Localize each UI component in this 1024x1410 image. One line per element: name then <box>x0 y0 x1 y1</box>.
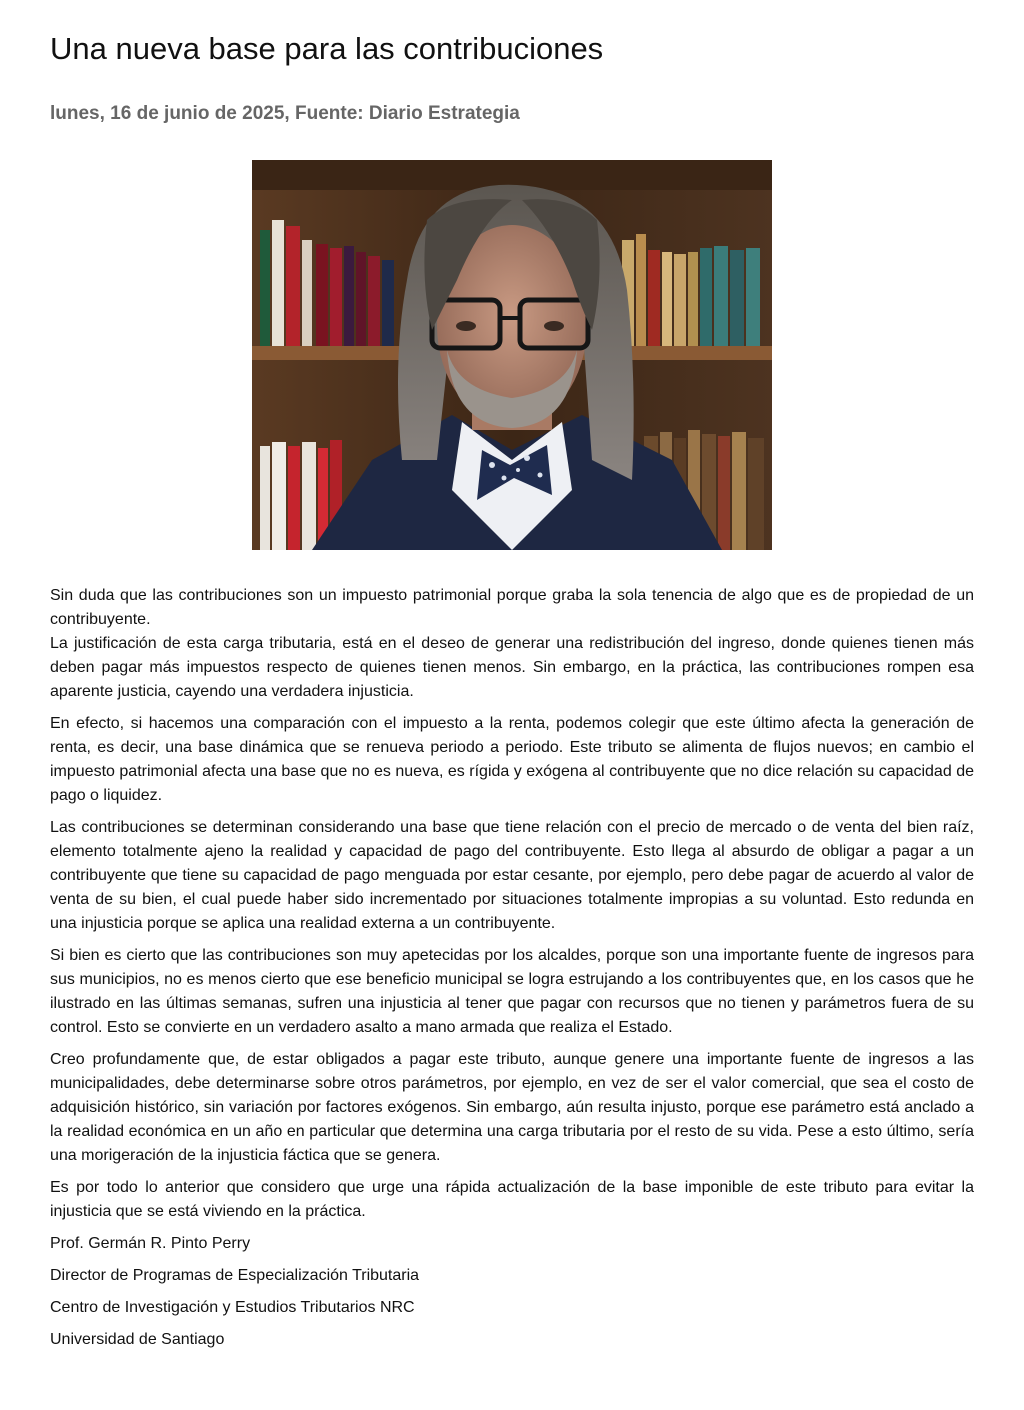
paragraph: Sin duda que las contribuciones son un impuesto patrimonial porque graba la sola tenencia de algo que es de propiedad de un contribuyente. <box>50 587 974 628</box>
paragraph: La justificación de esta carga tributaria, está en el deseo de generar una redistribución del ingreso, donde quienes tienen más deben pagar más impuestos respecto de quienes tienen menos. Sin embargo, en la práctica, las contribuciones rompen esa aparente justicia, cayendo una verdadera injusticia. <box>50 635 974 700</box>
signature-university: Universidad de Santiago <box>50 1331 225 1348</box>
author-photo <box>252 160 772 550</box>
signature-title: Director de Programas de Especialización Tributaria <box>50 1267 420 1284</box>
paragraph: Creo profundamente que, de estar obligados a pagar este tributo, aunque genere una importante fuente de ingresos a las municipalidades, debe determinarse sobre otros parámetros, por ejemplo, en vez de ser el valor comercial, que sea el costo de adquisición histórico, sin variación por factores exógenos. Sin embargo, aún resulta injusto, porque ese parámetro está anclado a la realidad económica en un año en particular que determina una carga tributaria por el resto de su vida. Pese a esto último, sería una morigeración de la injusticia fáctica que se genera. <box>50 1051 974 1164</box>
article-dateline: lunes, 16 de junio de 2025, Fuente: Diario Estrategia <box>50 103 520 124</box>
article-body <box>50 584 974 1352</box>
paragraph: Las contribuciones se determinan considerando una base que tiene relación con el precio de mercado o de venta del bien raíz, elemento totalmente ajeno la realidad y capacidad de pago del contribuyente. Esto llega al absurdo de obligar a pagar a un contribuyente que tiene su capacidad de pago menguada por estar cesante, por ejemplo, pero debe pagar de acuerdo al valor de venta de su bien, el cual puede haber sido incrementado por situaciones totalmente impropias a su voluntad. Esto redunda en una injusticia porque se aplica una realidad externa a un contribuyente. <box>50 819 974 932</box>
signature-center: Centro de Investigación y Estudios Tributarios NRC <box>50 1299 415 1316</box>
article-title: Una nueva base para las contribuciones <box>50 31 604 66</box>
paragraph: En efecto, si hacemos una comparación con el impuesto a la renta, podemos colegir que este último afecta la generación de renta, es decir, una base dinámica que se renueva periodo a periodo. Este tributo se alimenta de flujos nuevos; en cambio el impuesto patrimonial afecta una base que no es nueva, es rígida y exógena al contribuyente que no dice relación su capacidad de pago o liquidez. <box>50 715 974 804</box>
signature-name: Prof. Germán R. Pinto Perry <box>50 1235 251 1252</box>
paragraph: Si bien es cierto que las contribuciones son muy apetecidas por los alcaldes, porque son una importante fuente de ingresos para sus municipios, no es menos cierto que ese beneficio municipal se logra estrujando a los contribuyentes que, en los casos que he ilustrado en las últimas semanas, sufren una injusticia al tener que pagar con recursos que no tienen y parámetros fuera de su control. Esto se convierte en un verdadero asalto a mano armada que realiza el Estado. <box>50 947 974 1036</box>
paragraph: Es por todo lo anterior que considero que urge una rápida actualización de la base imponible de este tributo para evitar la injusticia que se está viviendo en la práctica. <box>50 1179 974 1220</box>
